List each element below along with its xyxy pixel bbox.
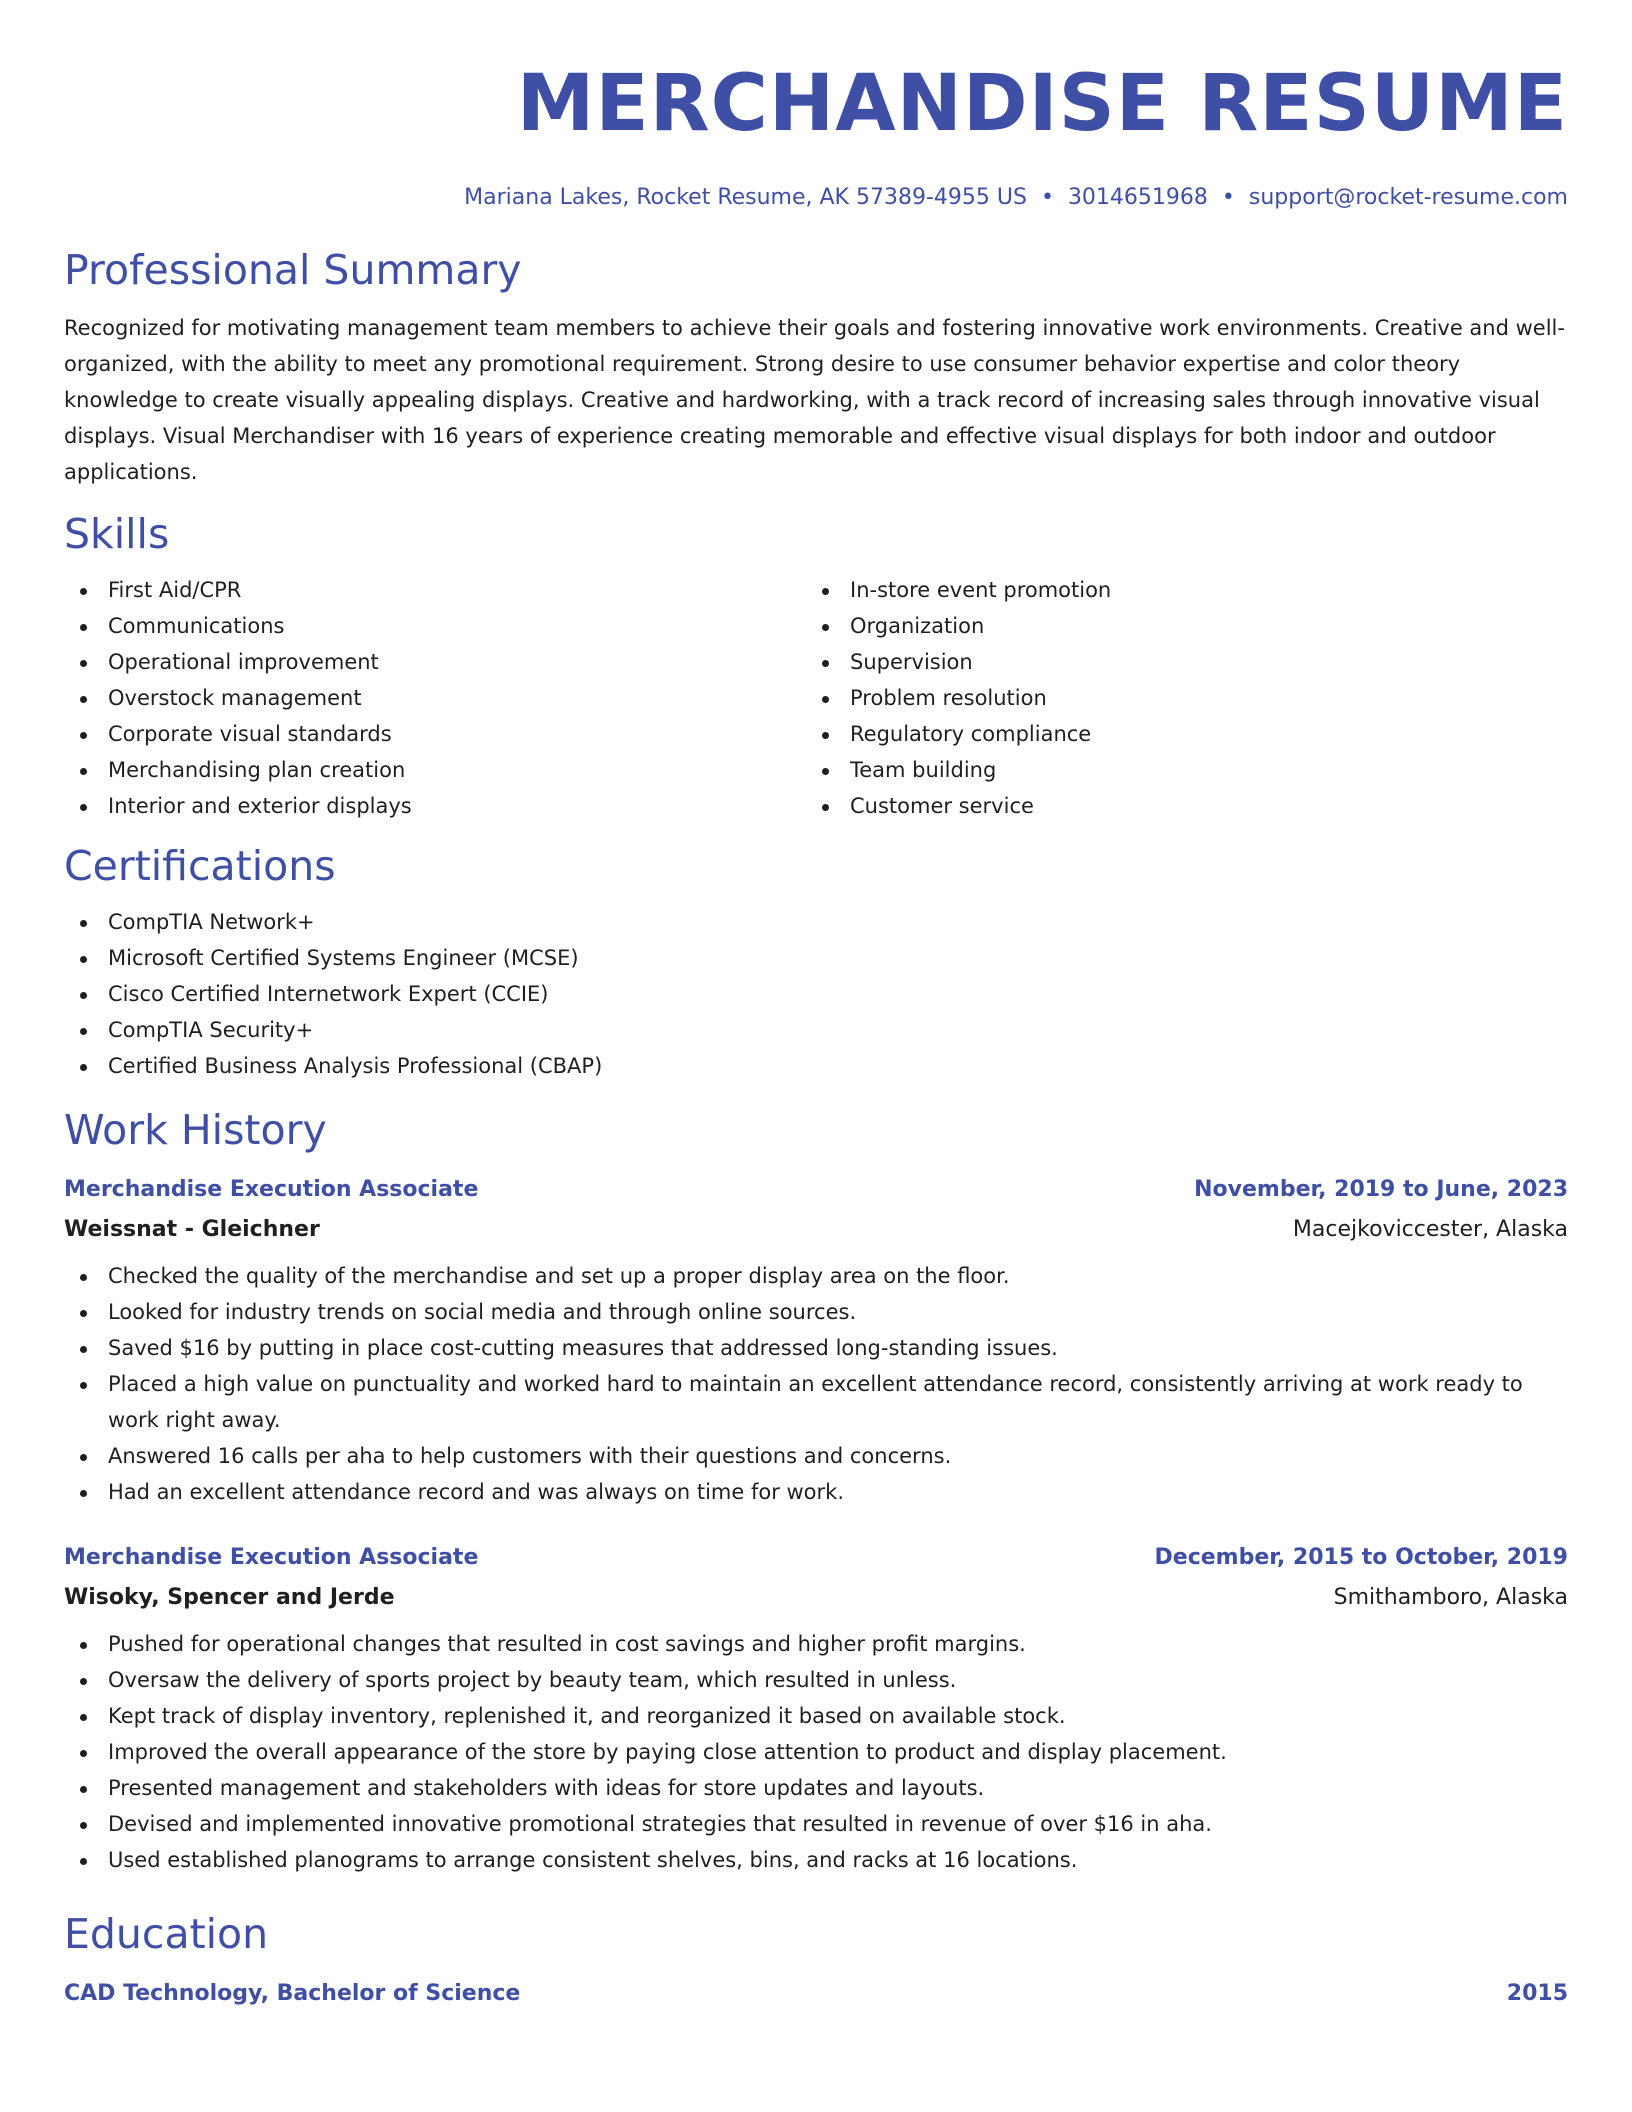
skill-item: Corporate visual standards <box>64 716 806 752</box>
contact-address: Mariana Lakes, Rocket Resume, AK 57389-4955 US <box>464 185 1027 210</box>
skills-list-left <box>64 572 806 824</box>
education-row <box>64 1974 1568 2014</box>
job-bullet: Kept track of display inventory, replenished it, and reorganized it based on available stock. <box>64 1698 1568 1734</box>
job-entry <box>64 1170 1568 1510</box>
skill-item: Interior and exterior displays <box>64 788 806 824</box>
job-bullet: Had an excellent attendance record and was always on time for work. <box>64 1474 1568 1510</box>
skill-item: Problem resolution <box>806 680 1548 716</box>
contact-phone: 3014651968 <box>1067 185 1208 210</box>
certification-item: CompTIA Network+ <box>64 904 1568 940</box>
job-bullet: Oversaw the delivery of sports project by beauty team, which resulted in unless. <box>64 1662 1568 1698</box>
job-bullet: Checked the quality of the merchandise and set up a proper display area on the floor. <box>64 1258 1568 1294</box>
skill-item: Overstock management <box>64 680 806 716</box>
skill-item: Merchandising plan creation <box>64 752 806 788</box>
skills-list-right <box>806 572 1548 824</box>
resume-page <box>64 48 1568 2014</box>
section-title-skills: Skills <box>64 510 170 558</box>
certification-item: Microsoft Certified Systems Engineer (MCSE) <box>64 940 1568 976</box>
job-bullet: Placed a high value on punctuality and worked hard to maintain an excellent attendance record, consistently arriving at work ready to work right away. <box>64 1366 1568 1438</box>
job-title: Merchandise Execution Associate <box>64 1545 479 1570</box>
skill-item: Organization <box>806 608 1548 644</box>
section-title-certifications: Certifications <box>64 842 336 890</box>
education-degree: CAD Technology, Bachelor of Science <box>64 1981 521 2006</box>
job-bullets <box>64 1258 1568 1510</box>
resume-name: MERCHANDISE RESUME <box>516 59 1568 149</box>
job-header-row <box>64 1538 1568 1578</box>
contact-email: support@rocket-resume.com <box>1248 185 1568 210</box>
skill-item: Operational improvement <box>64 644 806 680</box>
job-bullet: Presented management and stakeholders with ideas for store updates and layouts. <box>64 1770 1568 1806</box>
job-company-row <box>64 1210 1568 1250</box>
job-dates: December, 2015 to October, 2019 <box>1154 1545 1568 1570</box>
skill-item: Customer service <box>806 788 1548 824</box>
job-entry <box>64 1538 1568 1878</box>
job-header-row <box>64 1170 1568 1210</box>
job-bullet: Used established planograms to arrange consistent shelves, bins, and racks at 16 locations. <box>64 1842 1568 1878</box>
skills-columns <box>64 572 1568 824</box>
skill-item: First Aid/CPR <box>64 572 806 608</box>
education-year: 2015 <box>1506 1981 1568 2006</box>
job-bullet: Pushed for operational changes that resulted in cost savings and higher profit margins. <box>64 1626 1568 1662</box>
job-company: Wisoky, Spencer and Jerde <box>64 1585 395 1610</box>
certification-item: CompTIA Security+ <box>64 1012 1568 1048</box>
summary-text: Recognized for motivating management team members to achieve their goals and fostering innovative work environments. Creative and well-organized, with the ability to meet any promotional requirement. Strong desire to use consumer behavior expertise and color theory knowledge to create visually appealing displays. Creative and hardworking, with a track record of increasing sales through innovative visual displays. Visual Merchandiser with 16 years of experience creating memorable and effective visual displays for both indoor and outdoor applications. <box>64 316 1565 484</box>
skill-item: In-store event promotion <box>806 572 1548 608</box>
job-company: Weissnat - Gleichner <box>64 1217 320 1242</box>
contact-line <box>64 182 1568 214</box>
job-bullet: Devised and implemented innovative promotional strategies that resulted in revenue of over $16 in aha. <box>64 1806 1568 1842</box>
section-title-work-history: Work History <box>64 1106 327 1154</box>
job-location: Smithamboro, Alaska <box>1333 1585 1568 1610</box>
section-title-education: Education <box>64 1910 269 1958</box>
job-bullet: Answered 16 calls per aha to help customers with their questions and concerns. <box>64 1438 1568 1474</box>
skill-item: Regulatory compliance <box>806 716 1548 752</box>
job-location: Macejkoviccester, Alaska <box>1292 1217 1568 1242</box>
job-bullet: Saved $16 by putting in place cost-cutting measures that addressed long-standing issues. <box>64 1330 1568 1366</box>
job-bullet: Improved the overall appearance of the store by paying close attention to product and display placement. <box>64 1734 1568 1770</box>
contact-separator: • <box>1221 185 1235 210</box>
job-dates: November, 2019 to June, 2023 <box>1194 1177 1568 1202</box>
skill-item: Team building <box>806 752 1548 788</box>
certifications-list <box>64 904 1568 1084</box>
job-title: Merchandise Execution Associate <box>64 1177 479 1202</box>
skill-item: Communications <box>64 608 806 644</box>
certification-item: Cisco Certified Internetwork Expert (CCIE) <box>64 976 1568 1012</box>
skill-item: Supervision <box>806 644 1548 680</box>
job-company-row <box>64 1578 1568 1618</box>
job-bullets <box>64 1626 1568 1878</box>
section-title-summary: Professional Summary <box>64 246 522 294</box>
contact-separator: • <box>1040 185 1054 210</box>
job-bullet: Looked for industry trends on social media and through online sources. <box>64 1294 1568 1330</box>
certification-item: Certified Business Analysis Professional (CBAP) <box>64 1048 1568 1084</box>
